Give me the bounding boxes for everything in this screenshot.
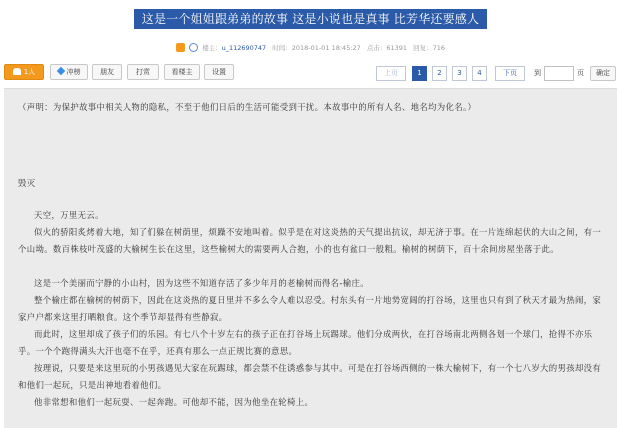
view-host-button[interactable]: 看楼主 [164,64,200,80]
author-link[interactable]: u_112690747 [221,44,267,52]
avatar-icon [189,43,198,52]
host-button[interactable] [4,64,44,80]
prev-page-button[interactable]: 上页 [376,66,406,81]
level-badge-icon [176,43,185,52]
page-3-button[interactable]: 3 [452,66,467,81]
story-paragraph: 这是一个美丽而宁静的小山村，因为这些不知道存活了多少年月的老榆树而得名-榆庄。 [34,278,369,288]
page-1-button[interactable]: 1 [412,66,427,81]
story-paragraph: 似火的骄阳炙烤着大地，知了们躲在树荫里，烦躁不安地叫着。似乎是在对这炎热的天气提出抗议，却无济于事。在一片连绵起伏的大山之间，有一个山坳。数百株枝叶茂盛的大榆树生长在这里，这些榆树大的需要两人合抱，小的也有盆口一般粗。榆树的树荫下，百十余间房屋坐落于此。 [18,227,602,254]
post-content [4,88,617,428]
host-button-label: 1人 [23,68,36,76]
diamond-icon [56,67,64,75]
settings-button[interactable]: 设置 [204,64,234,80]
next-page-button[interactable]: 下页 [495,66,525,81]
goto-page-input[interactable] [544,66,574,81]
story-paragraph: 整个榆庄都在榆树的树荫下，因此在这炎热的夏日里并不多么令人难以忍受。村东头有一片地势宽阔的打谷场，这里也只有到了秋天才最为热闹，家家户户都来这里打晒粮食。这个季节却显得有些静寂。 [18,295,602,322]
story-paragraph: 按理说，只要是来这里玩的小男孩遇见大家在玩踢球，都会禁不住诱惑参与其中。可是在打谷场西侧的一株大榆树下，有一个七八岁大的男孩却没有和他们一起玩，只是出神地看着他们。 [18,363,602,390]
story-paragraph: 天空，万里无云。 [34,210,104,220]
friend-button[interactable]: 朋友 [92,64,122,80]
page-2-button[interactable]: 2 [432,66,447,81]
story-paragraph: 他非常想和他们一起玩耍、一起奔跑。可他却不能，因为他坐在轮椅上。 [34,397,314,407]
post-time: 时间：2018-01-01 18:45:27 [272,44,361,52]
rank-button-label: 冲榜 [66,68,81,76]
disclaimer-text: （声明：为保护故事中相关人物的隐私，不至于他们日后的生活可能受到干扰。本故事中的所有人名、地名均为化名。） [18,102,477,112]
thread-toolbar [4,64,617,84]
goto-prefix: 到 [534,69,541,77]
rank-button[interactable] [50,64,88,80]
host-label: 楼主： [202,44,222,52]
story-paragraph: 而此时，这里却成了孩子们的乐园。有七八个十岁左右的孩子正在打谷场上玩踢球。他们分成两伙，在打谷场南北两侧各划一个球门，抢得不亦乐乎。一个个跑得满头大汗也毫不在乎，还真有那么一点正规比赛的意思。 [18,329,593,356]
thread-title: 这是一个姐姐跟弟弟的故事 这是小说也是真事 比芳华还要感人 [134,9,487,29]
goto-confirm-button[interactable]: 确定 [590,66,616,81]
goto-suffix: 页 [577,69,584,77]
thread-title-bar [0,8,621,29]
reward-button[interactable]: 打赏 [127,64,159,80]
chapter-title: 毁灭 [18,178,36,188]
click-count: 点击：61391 [366,44,408,52]
thread-meta [0,42,621,54]
page-4-button[interactable]: 4 [472,66,487,81]
host-icon [13,68,21,75]
reply-count: 回复：716 [413,44,446,52]
